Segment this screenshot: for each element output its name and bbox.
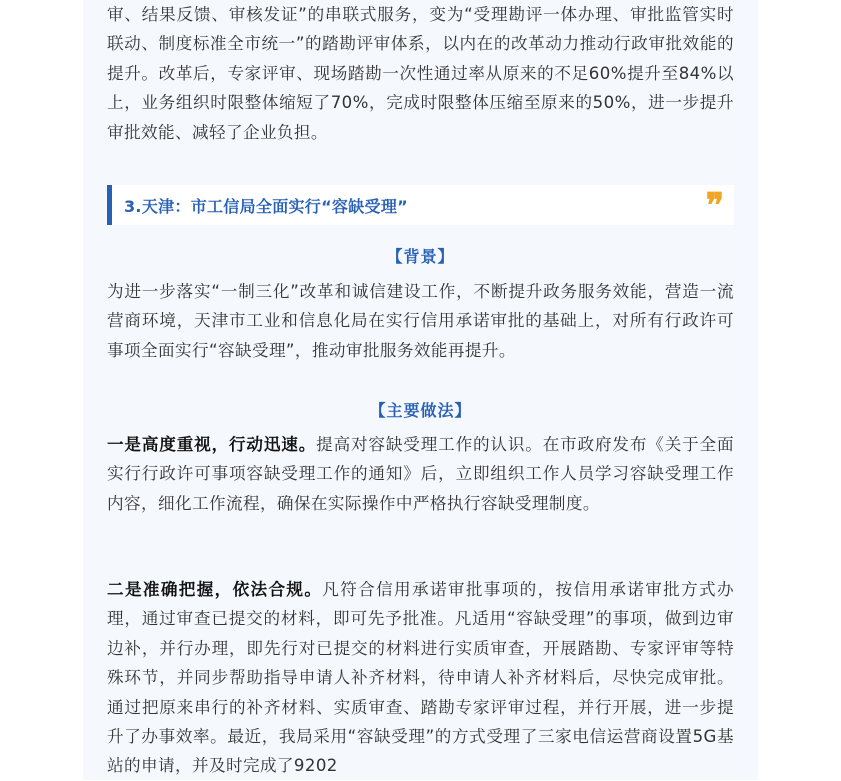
practice-item-2-text: 凡符合信用承诺审批事项的，按信用承诺审批方式办理，通过审查已提交的材料，即可先予批准。凡适用“容缺受理”的事项，做到边审边补，并行办理，即先行对已提交的材料进行实质审查，开展踏勘、专家评审等特殊环节，并同步帮助指导申请人补齐材料，待申请人补齐材料后，尽快完成审批。通过把原来串行的补齐材料、实质审查、踏勘专家评审过程，并行开展，进一步提升了办事效率。最近，我局采用“容缺受理”的方式受理了三家电信运营商设置5G基站的申请，并及时完成了9202 — [107, 580, 734, 776]
practices-title: 【主要做法】 — [369, 401, 472, 420]
practice-item-2-lead: 二是准确把握，依法合规。 — [107, 580, 323, 599]
practice-item-1-lead: 一是高度重视，行动迅速。 — [107, 435, 317, 454]
intro-paragraph: 审、结果反馈、审核发证”的串联式服务，变为“受理勘评一体办理、审批监管实时联动、制度标准全市统一”的踏勘评审体系，以内在的改革动力推动行政审批效能的提升。改革后，专家评审、现场踏勘一次性通过率从原来的不足60%提升至84%以上，业务组织时限整体缩短了70%，完成时限整体压缩至原来的50%，进一步提升审批效能、减轻了企业负担。 — [107, 5, 734, 142]
quote-icon: ❞ — [705, 186, 724, 226]
practice-item-2 — [107, 575, 734, 781]
article-page — [83, 0, 758, 780]
section-heading — [107, 185, 734, 225]
section-heading-title: 3.天津：市工信局全面实行“容缺受理” — [124, 197, 408, 216]
background-title: 【背景】 — [386, 247, 455, 266]
background-paragraph: 为进一步落实“一制三化”改革和诚信建设工作，不断提升政务服务效能，营造一流营商环境，天津市工业和信息化局在实行信用承诺审批的基础上，对所有行政许可事项全面实行“容缺受理”，推动审批服务效能再提升。 — [107, 282, 734, 360]
practice-item-1-text: 提高对容缺受理工作的认识。在市政府发布《关于全面实行行政许可事项容缺受理工作的通知》后，立即组织工作人员学习容缺受理工作内容，细化工作流程，确保在实际操作中严格执行容缺受理制度。 — [107, 435, 734, 513]
practice-item-1 — [107, 430, 734, 518]
